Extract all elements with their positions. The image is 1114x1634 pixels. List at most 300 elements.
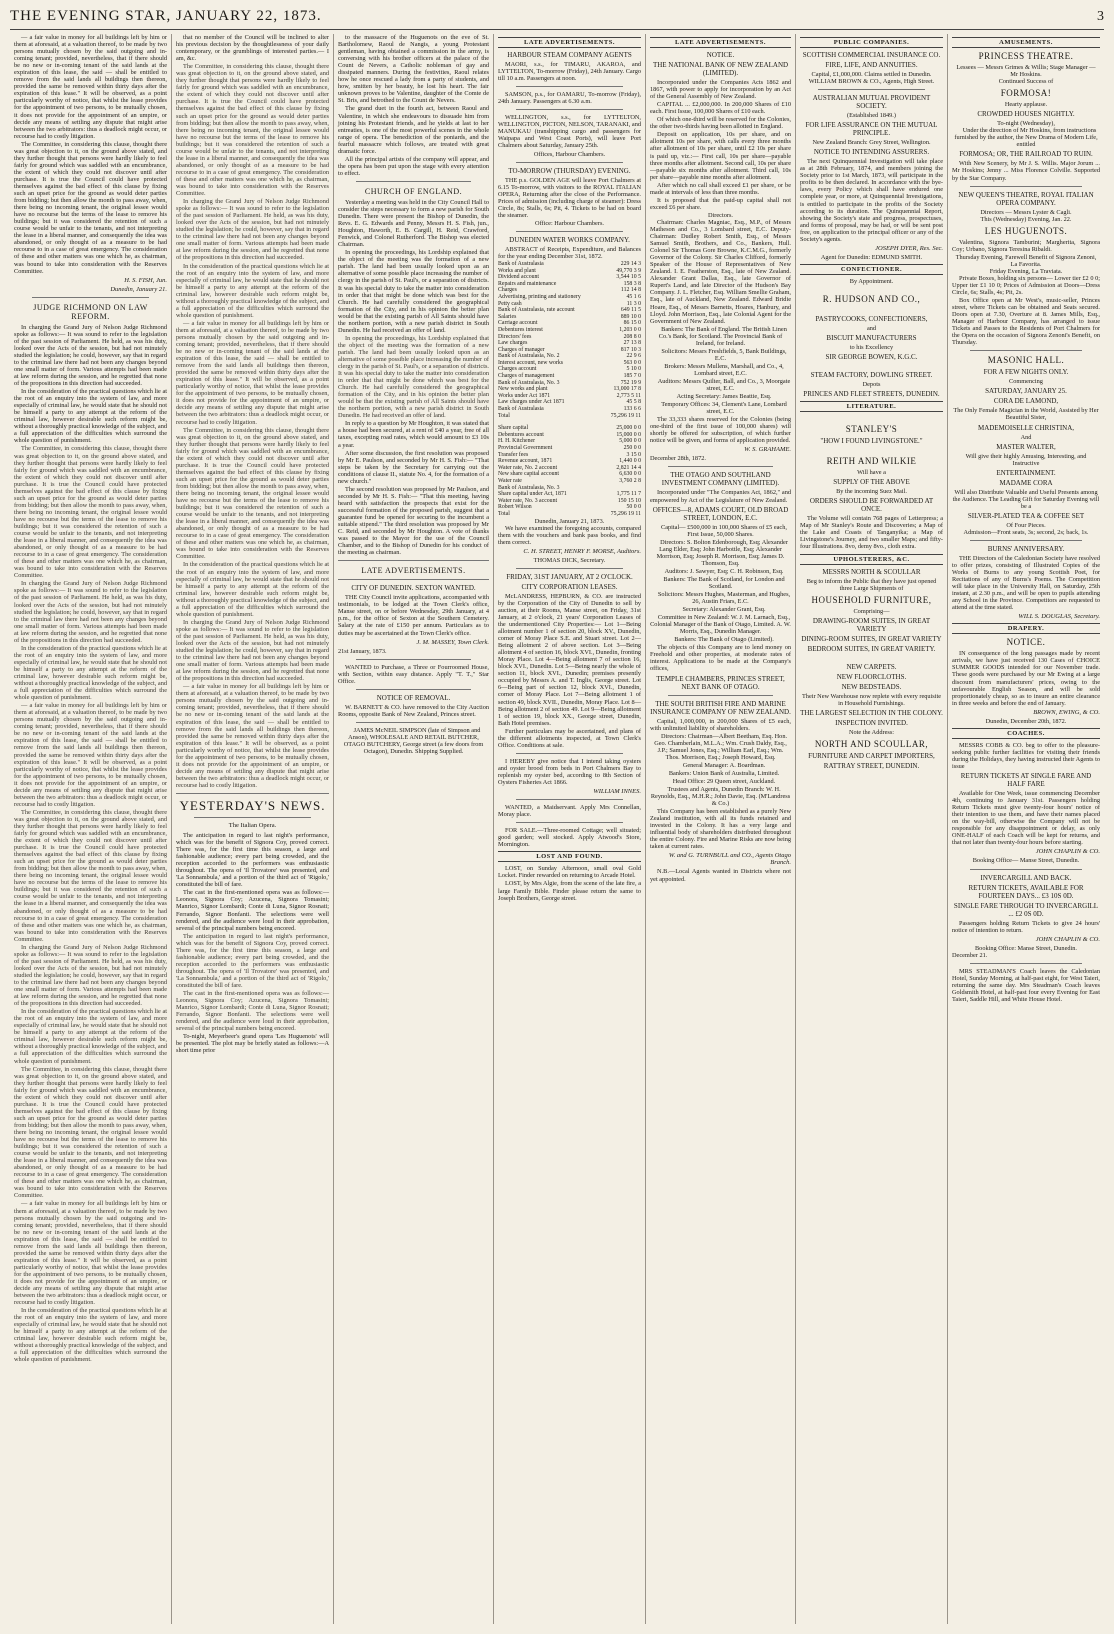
account-row xyxy=(498,373,641,380)
advert-body: LOST, on Sunday Afternoon, small oval Gold Locket. Finder rewarded on returning to Arcade Hotel. xyxy=(498,865,641,880)
account-item: Provincial Government xyxy=(498,445,553,452)
advert-signature: WILL S. DOUGLAS, Secretary. xyxy=(1018,613,1100,621)
advert-body: Further particulars may be ascertained, and plans of the different allotments inspected, at Town Clerk's Office. Conditions at sale. xyxy=(498,727,641,749)
advert-line: BEDROOM SUITES, IN GREAT VARIETY. xyxy=(807,644,936,653)
article-paragraph: that no member of the Council will be inclined to alter his previous decision by the thoughtlessness of your daily contemporary, or the grumblings of interested parties.— I am, &c. xyxy=(176,34,329,63)
accounts-table-cr xyxy=(498,425,641,517)
advert-body: Solicitors: Messrs Freshfields, 5, Bank Buildings, E.C. xyxy=(661,347,787,362)
advert-body: Bankers: The Bank of Otago (Limited). xyxy=(674,636,774,644)
advert-body: Under the direction of Mr Hoskins, from instructions furnished by the author, the New Drama of Modern Life, entitled xyxy=(954,127,1098,149)
article-paragraph: The Committee, in considering this clause, thought there was great objection to it, on the ground above stated, and they further thought that persons were hardly likely to feel fairly for ground which was saddled with an encumbrance, the extent of which they could not discover until after purchase. It is true the Council could have protected themselves against the bad effect of this clause by fixing such an upset price for the ground as would deter parties from bidding; but then allow the month to pass away, when, there being no incoming tenant, the original lessee would have no recourse but the terms of the lease to remove his buildings; but it was considered the retention of such a course would be unfair to the tenants, and not interpreting the lease in a liberal manner, and consequently the idea was abandoned, or only thought of as a measure to be had recourse to in a case of great emergency. The consideration of these and other matters was one which he, as chairman, was bound to take into consideration with the Reserves Committee. xyxy=(14,1065,167,1200)
account-item: Law charges under Act 1871 xyxy=(498,399,565,406)
advert-body: Their New Warehouse now replete with every requisite in Household Furnishings. xyxy=(801,692,942,707)
advert-line: DINING-ROOM SUITES, IN GREAT VARIETY xyxy=(801,634,942,643)
advert-title: PRINCESS THEATRE. xyxy=(978,51,1074,62)
advert-line: Depots xyxy=(862,381,881,389)
account-amount: 27 13 8 xyxy=(623,340,641,347)
advert-body: WELLINGTON, s.s., for LYTTELTON, WELLINGTON, PICTON, NELSON, TARANAKI, and MANUKAU (transhipping cargo and passengers for Waipapa and West Coast Ports), will leave Port Chalmers about Saturday, January 25th. xyxy=(498,114,641,150)
advert-body: The Only Female Magician in the World, Assisted by Her Beautiful Sister, xyxy=(953,407,1099,422)
advert-line: SUPPLY OF THE ABOVE xyxy=(833,478,910,487)
account-item: Transfer fees xyxy=(498,451,529,458)
advert-sexton xyxy=(338,584,489,654)
advert-line: To-night (Wednesday), xyxy=(997,120,1055,128)
account-row xyxy=(498,504,641,511)
columns xyxy=(10,34,1104,1624)
advert-body: THE Directors of the Caledonian Society have resolved to offer prizes, consisting of Illustrated Copies of the Works of Burns to any young Scottish Poet, for Recitations of any of Burns's Poems. The Competition will take place in the University Hall, on Saturday, 25th instant, at 2.30 p.m., and will be open to pupils attending any School in the Province. Competitors are requested to attend at the time stated. xyxy=(952,554,1100,612)
divider xyxy=(970,186,1082,187)
advert-line: SILVER-PLATED TEA & COFFEE SET xyxy=(967,511,1085,520)
advert-subtitle: CITY CORPORATION LEASES. xyxy=(521,582,618,591)
account-row xyxy=(498,327,641,334)
account-amount: 250 0 0 xyxy=(623,445,641,452)
article-paragraph: In the consideration of the practical questions which lie at the root of an enquiry into the system of law, and more especially of criminal law, he would state that he should not be himself a party to any attempt at the reform of the criminal law, however desirable such reform might be, without a thoroughly practical knowledge of the subject, and a full appreciation of the difficulties which surround the whole question of punishment. xyxy=(176,561,330,618)
advert-subtitle: FIRE, LIFE, AND ANNUITIES. xyxy=(825,61,918,70)
advert-body: Admission—Front seats, 3s; second, 2s; back, 1s. xyxy=(963,528,1089,536)
advert-signature: JOSEPH DYER, Res. Sec. xyxy=(875,244,943,252)
article-paragraph: In the consideration of the practical questions which lie at the root of an enquiry into the system of law, and more especially of criminal law, he would state that he should not be himself a party to any attempt at the reform of the criminal law, however desirable such reform might be, without a thoroughly practical knowledge of the subject, and a full appreciation of the difficulties which surround the whole question of punishment. xyxy=(14,388,168,445)
article-paragraph: In charging the Grand Jury of Nelson Judge Richmond spoke as follows:— It was sound to refer to the legislation of the past session of Parliament. He held, as was his duty, looked over the Acts of the session, but had not minutely studied the legislation; he could, however, say that in regard to the criminal law there had not been any changes beyond one small matter of form. Various attempts had been made at law reform during the session, and he regretted that none of the propositions in this direction had succeeded. xyxy=(176,618,329,683)
account-row xyxy=(498,465,641,472)
article-paragraph: In reply to a question by Mr Houghton, it was stated that a house had been secured, at a rent of £40 a year, free of all taxes, excepting road rates, which would amount to £3 10s a year. xyxy=(338,420,489,449)
column-4 xyxy=(494,34,646,1624)
advert-title: MESSRS NORTH & SCOULLAR xyxy=(822,567,921,576)
account-amount: 11 3 0 xyxy=(626,300,641,307)
advert-body: It is proposed that the paid-up capital shall not exceed £6 per share. xyxy=(650,196,791,211)
account-item: Charges of manager xyxy=(498,346,545,353)
account-amount: 3,544 10 5 xyxy=(616,274,641,281)
section-heading: DRAPERY. xyxy=(952,623,1100,634)
account-item: Works under Act 1871 xyxy=(498,392,551,399)
advert-line: and xyxy=(866,324,877,332)
advert-body: Capital, £1,000,000. Claims settled in Dunedin. xyxy=(811,71,932,79)
article-paragraph: The grand duet in the fourth act, between Raoul and Valentine, in which she endeavours to dissuade him from joining his Protestant friends, and he yields at last to her entreaties, is one of the most powerful scenes in the whole range of opera. The benediction of the poniards, and the fearful massacre which follows, are treated with great dramatic force. xyxy=(338,105,489,155)
advert-body: After which no call shall exceed £1 per share, or be made at intervals of less than three months. xyxy=(650,181,791,196)
account-amount: 208 8 0 xyxy=(623,333,641,340)
account-item: Debentures account xyxy=(498,431,544,438)
advert-body: FOR SALE.—Three-roomed Cottage; well situated; good garden; well stocked. Apply Atwood's Store, Mornington. xyxy=(498,827,641,849)
account-row xyxy=(498,413,641,420)
letter-date: Dunedin, January 21. xyxy=(110,285,167,293)
divider xyxy=(970,350,1082,351)
advert-signature: WILLIAM INNES. xyxy=(593,788,641,796)
section-heading: AMUSEMENTS. xyxy=(952,37,1100,48)
advert-line: Comprising— xyxy=(853,607,890,615)
account-amount: 229 14 3 xyxy=(620,260,641,267)
section-heading: LOST AND FOUND. xyxy=(498,851,641,862)
masthead xyxy=(10,8,1104,30)
account-row xyxy=(498,386,641,393)
article-paragraph: — a fair value in money for all buildings left by him or them at aforesaid, at a valuation thereof, to be made by two persons mutually chosen by the said outgoing and in-coming tenant; provided, nevertheless, that if there should be no new or in-coming tenant of the said lands at the expiration of this lease, the said — shall be entitled to remove from the said lands all buildings then thereon, provided the same be removed within thirty days after the expiration of this lease." It will be observed, as a point particularly worthy of notice, that whilst the lease provides for the appointment of two persons, to be mutually chosen, it does not provide for the appointment of an umpire, or decide any means of settling any dispute that might arise between the two arbitrators: thus a deadlock might occur, or recourse had to costly litigation. xyxy=(14,34,167,140)
advert-body: ABSTRACT of Receipts, Expenditure, and Balances for the year ending December 31st, 1872. xyxy=(498,245,641,260)
advert-subheading: Directors. xyxy=(707,211,733,219)
advert-signature: J. M. MASSEY, Town Clerk. xyxy=(416,638,489,646)
account-amount: 1,440 0 0 xyxy=(619,458,641,465)
section-heading: PUBLIC COMPANIES. xyxy=(800,37,943,48)
advert-line: SINGLE FARE THROUGH TO INVERCARGILL ... £2 0S 0D. xyxy=(953,901,1099,918)
account-amount: 5 10 0 xyxy=(626,366,641,373)
advert-body: Beg to inform the Public that they have just opened three Large Shipments of xyxy=(806,577,937,592)
account-amount: 2,773 5 11 xyxy=(616,392,641,399)
account-row xyxy=(498,458,641,465)
advert-line: Booking Office— Manse Street, Dunedin. xyxy=(972,857,1080,865)
article-subheading: The Italian Opera. xyxy=(228,821,277,829)
account-row xyxy=(498,353,641,360)
account-amount: 50 0 0 xyxy=(626,504,641,511)
account-row xyxy=(498,498,641,505)
article-paragraph: The cast in the first-mentioned opera was as follows:—Leonora, Signora Coy; Azucena, Signora Tomasini; Manrico, Signor Lombardi; Conte di Luna, Signor Rosnati; Ferrando, Signor Bonfanti. The selections were well rendered, and the audience were loud in their approbation, several of the principal numbers being encored. xyxy=(176,889,329,932)
account-amount: 112 14 8 xyxy=(620,287,641,294)
advert-body: The 33,333 shares reserved for the Colonies (being one-third of the first issue of 100,000 shares) will shortly be offered for subscription, of which further notice will be given, and forms of application provided. xyxy=(650,416,791,445)
divider xyxy=(338,560,489,561)
advert-body: I HEREBY give notice that I intend taking oysters and oyster brood from beds in Port Chalmers Bay to replenish my oyster bed, according to 8th Section of Oysters Fisheries Act 1866. xyxy=(498,757,641,786)
advert-body: MESSRS COBB & CO. beg to offer to the pleasure-seeking public further facilities for visiting their friends during the Holidays, they having instructed their Agents to issue xyxy=(952,741,1100,770)
account-item: Share capital under Act, 1871 xyxy=(498,491,567,498)
article-paragraph: The second resolution was proposed by Mr Paulson, and seconded by Mr H. S. Fish:— "That this meeting, having heard with satisfaction the prospects that exist for the successful formation of the proposed parish, suggest that a guarantee fund be opened for securing to the incumbent a suitable stipend." The third resolution was proposed by Mr C. Reid, and seconded by Mr Houghton. A vote of thanks was passed to the Mayor for the use of the Council Chamber, and to the Bishop of Dunedin for his conduct of the meeting as chairman. xyxy=(338,485,489,557)
advert-line: FURNITURE AND CARPET IMPORTERS, xyxy=(808,751,935,760)
column-7 xyxy=(948,34,1104,1624)
section-heading: LATE ADVERTISEMENTS. xyxy=(650,37,791,48)
advert-signature: Offices, Harbour Chambers. xyxy=(533,150,606,158)
section-heading: YESTERDAY'S NEWS. xyxy=(179,797,326,813)
account-amount: 13,000 17 8 xyxy=(613,386,641,393)
advert-play: LES HUGUENOTS. xyxy=(984,225,1068,236)
account-amount: 133 6 6 xyxy=(623,406,641,413)
advert-body: With New Scenery, by Mr J. S. Willis. Major Jorum ... Mr Hoskins; Jenny ... Miss Florence Colville. Supported by the Star Company. xyxy=(952,160,1100,182)
divider xyxy=(32,297,149,298)
article-paragraph: The anticipation in regard to last night's performance, which was for the benefit of Signora Coy, proved correct. There was, for the first time this season, a large and fashionable audience; every part being crowded, and the reception accorded to the performers was enthusiastic throughout. The opera of 'Il Trovatore' was presented, and 'La Sonnambula,' and a portion of the third act of 'Rigolo,' constituted the bill of fare. xyxy=(176,932,329,989)
advert-title: CITY OF DUNEDIN. SEXTON WANTED. xyxy=(351,584,476,593)
advert-line: DRAWING-ROOM SUITES, IN GREAT VARIETY xyxy=(812,616,931,633)
advert-body: N.B.—Local Agents wanted in Districts where not yet appointed. xyxy=(650,868,791,883)
article-heading: CHURCH OF ENGLAND. xyxy=(364,186,463,196)
advert-signature: W. and G. TURNBULL and CO., Agents Otago Branch. xyxy=(668,852,791,867)
advert-title: NOTICE. xyxy=(1006,637,1046,648)
advert-line: NEW FLOORCLOTHS. xyxy=(836,672,907,681)
divider xyxy=(194,817,311,818)
account-amount: 75,296 19 11 xyxy=(610,510,641,517)
advert-body: Available for One Week, issue commencing December 4th, continuing to January 31st. Passengers holding Return Tickets must give twenty-four hours' notice of their intention to use them, and have their names placed on the way-bill, otherwise the Company will not be responsible for any disappointment or delay, as only ONE-HALF of each Coach will be kept for returns, and that not later than twenty-four hours before starting. xyxy=(952,790,1100,847)
account-amount: 22 9 6 xyxy=(626,353,641,360)
accounts-table-dr xyxy=(498,261,641,419)
advert-body: Lessees — Messrs Grimes & Willis; Stage Manager — Mr Hoskins. xyxy=(956,64,1096,79)
advert-title: MASONIC HALL. xyxy=(987,355,1065,366)
advert-line: RETURN TICKETS, AVAILABLE FOR FOURTEEN DAYS... £3 10S 0D. xyxy=(968,883,1084,900)
article-paragraph: The Committee, in considering this clause, thought there was great objection to it, on the ground above stated, and they further thought that persons were hardly likely to feel fairly for ground which was saddled with an encumbrance, the extent of which they could not discover until after purchase. It is true the Council could have protected themselves against the bad effect of this clause by fixing such an upset price for the ground as would deter parties from bidding; but then allow the month to pass away, when, there being no incoming tenant, the original lessee would have no recourse but the terms of the lease to remove his buildings; but it was considered the retention of such a course would be unfair to the tenants, and not interpreting the lease in a liberal manner, and consequently the idea was abandoned, or only thought of as a measure to be had recourse to in a case of great emergency. The consideration of these and other matters was one which he, as chairman, was bound to take into consideration with the Reserves Committee. xyxy=(176,426,329,561)
account-item: Salaries xyxy=(498,313,517,320)
advert-date: December 21. xyxy=(952,951,988,959)
advert-address: TEMPLE CHAMBERS, PRINCES STREET, NEXT BANK OF OTAGO. xyxy=(656,674,785,691)
account-item: Charges account xyxy=(498,366,537,373)
article-paragraph: The Committee, in considering this clause, thought there was great objection to it, on the ground above stated, and they further thought that persons were hardly likely to feel fairly for ground which was saddled with an encumbrance, the extent of which they could not discover until after purchase. It is true the Council could have protected themselves against the bad effect of this clause by fixing such an upset price for the ground as would deter parties from bidding; but then allow the month to pass away, when, there being no incoming tenant, the original lessee would have no recourse but the terms of the lease to remove his buildings; but it was considered the retention of such a course would be unfair to the tenants, and not interpreting the lease in a liberal manner, and consequently the idea was abandoned, or only thought of as a measure to be had recourse to in a case of great emergency. The consideration of these and other matters was one which he, as chairman, was bound to take into consideration with the Reserves Committee. xyxy=(176,63,329,198)
account-amount: 45 1 6 xyxy=(626,293,641,300)
advert-body: Solicitors: Messrs Hughes, Masterman, and Hughes, 26, Austin Friars, E.C. xyxy=(657,591,791,606)
advert-body: Private Boxes, holding six persons— Lower tier £2 0 0; Upper tier £1 10 0; Prices of Admission at Doors—Dress Circle, 6s; Stalls, 4s; Pit, 2s. xyxy=(952,274,1100,296)
account-item: Directors' fees xyxy=(498,333,532,340)
account-item: H. H. Kitchener xyxy=(498,438,536,445)
account-item: Law charges xyxy=(498,340,528,347)
divider xyxy=(970,963,1082,964)
advert-body: MAORI, s.s., for TIMARU, AKAROA, and LYTTELTON, To-morrow (Friday), 24th January. Cargo till 10 a.m. Passengers at noon. xyxy=(498,61,641,83)
account-amount: 185 7 0 xyxy=(623,373,641,380)
account-item: Charges xyxy=(498,287,517,294)
advert-body: THE City Council invite applications, accompanied with testimonials, to be lodged at the Town Clerk's office, Manse street, on or before Wednesday, 29th January, at 4 p.m., for the office of Sexton at the Southern Cemetery. Salary at the rate of £150 per annum. Particulars as to duties may be ascertained at the Town Clerk's office. xyxy=(338,594,489,637)
advert-title: INVERCARGILL AND BACK. xyxy=(980,873,1072,882)
advert-line: Booking Office: Manse Street, Dunedin. xyxy=(974,944,1077,952)
advert-body: General Manager: A. Boardman. xyxy=(682,761,766,769)
account-row xyxy=(498,287,641,294)
article-paragraph: — a fair value in money for all buildings left by him or them at aforesaid, at a valuation thereof, to be made by two persons mutually chosen by the said outgoing and in-coming tenant; provided, nevertheless, that if there should be no new or in-coming tenant of the said lands at the expiration of this lease, the said — shall be entitled to remove from the said lands all buildings then thereon, provided the same be removed within thirty days after the expiration of this lease." It will be observed, as a point particularly worthy of notice, that whilst the lease provides for the appointment of two persons, to be mutually chosen, it does not provide for the appointment of an umpire, or decide any means of settling any dispute that might arise between the two arbitrators: thus a deadlock might occur, or recourse had to costly litigation. xyxy=(176,319,329,426)
advert-body: Bankers: The Bank of England. The British Linen Co.'s Bank, for Scotland. The Provincial Bank of Ireland, for Ireland. xyxy=(658,325,787,347)
advert-title: BURNS' ANNIVERSARY. xyxy=(987,544,1065,553)
advert-body: W. BARNETT & CO. have removed to the City Auction Rooms, opposite Bank of New Zealand, Princes street. xyxy=(338,703,489,718)
article-paragraph: After some discussion, the first resolution was proposed by Mr E. Paulson, and seconded by Mr H. S. Fish:— "That steps be taken by the Secretary for carrying out the conditions of clause II., statute No. 4, for the formation of a new church." xyxy=(338,449,489,485)
account-row xyxy=(498,360,641,367)
advert-body: Secretary: Alexander Grant, Esq. xyxy=(682,606,766,614)
advert-line: Note the Address: xyxy=(848,728,895,736)
divider xyxy=(356,689,471,690)
section-heading: LITERATURE. xyxy=(800,401,943,412)
account-item: Carriage account xyxy=(498,320,538,327)
advert-line: SATURDAY, JANUARY 25. xyxy=(985,387,1067,396)
account-item: New works and plant xyxy=(498,386,548,393)
advert-body: MRS STEADMAN'S Coach leaves the Caledonian Hotel, Sunday Morning, at half-past eight, for West Taieri, returning the same day. Mrs Steadman's Coach leaves Goldsmith Hotel, at half-past four every Evening for East Taieri, Saddle Hill, and White House Hotel. xyxy=(952,967,1100,1003)
advert-line: THE LARGEST SELECTION IN THE COLONY. xyxy=(800,708,943,717)
column-2 xyxy=(172,34,334,1624)
advert-line: And xyxy=(1020,433,1032,441)
advert-subtitle: HOUSEHOLD FURNITURE, xyxy=(811,594,932,605)
divider xyxy=(356,659,471,660)
account-amount: 649 11 5 xyxy=(620,307,641,314)
account-amount: 5,000 0 0 xyxy=(619,438,641,445)
divider xyxy=(668,466,773,467)
divider xyxy=(516,753,623,754)
divider xyxy=(516,86,623,87)
advert-body: WANTED to Purchase, a Three or Fourroomed House, with Section, within easy distance. Apply "T. T.," Star Office. xyxy=(338,663,489,685)
advert-line: Continued Success of xyxy=(998,78,1054,86)
divider xyxy=(516,231,623,232)
account-item: Total xyxy=(498,510,510,517)
article-paragraph: In opening the proceedings, his Lordship explained that the object of the meeting was the formation of a new parish. The land had been usually looked upon as an alternative of some possible place increasing the number of clergy in the parish of St. Paul's, or a separation of districts. It was his special duty to take the matter into consideration in order that that might be done which was best for the Church. He had carefully considered the geographical formation of the City, and in his opinion the better plan would be that the existing parish of All Saints should have the northern portion, with a new parish district in South Dunedin. He had received an offer of land. xyxy=(338,334,489,420)
advert-line: ORDERS SHOULD BE FORWARDED AT ONCE. xyxy=(809,497,934,514)
column-3 xyxy=(334,34,494,1624)
account-row xyxy=(498,438,641,445)
advert-line: to his Excellency xyxy=(849,344,894,352)
account-item: Charges of management xyxy=(498,373,555,380)
advert-body: Will give their highly Amusing, Interesting, and Instructive xyxy=(965,452,1087,467)
advert-date: Dunedin, January 21, 1873. xyxy=(534,517,605,525)
account-amount: 25,000 0 0 xyxy=(616,425,641,432)
article-paragraph: In charging the Grand Jury of Nelson Judge Richmond spoke as follows:— It was sound to refer to the legislation of the past session of Parliament. He held, as was his duty, looked over the Acts of the session, but had not minutely studied the legislation; he could, however, say that in regard to the criminal law there had not been any changes beyond one small matter of form. Various attempts had been made at law reform during the session, and he regretted that none of the propositions in this direction had succeeded. xyxy=(14,943,167,1008)
advert-body: This (Wednesday) Evening, Jan. 22. xyxy=(980,215,1072,223)
advert-body: Friday Evening, La Traviata. xyxy=(989,267,1063,275)
advert-subtitle: NOTICE TO INTENDING ASSURERS. xyxy=(813,148,930,157)
advert-date: Dunedin, December 20th, 1872. xyxy=(985,717,1067,725)
account-amount: 6,630 0 0 xyxy=(619,471,641,478)
account-item: Share capital xyxy=(498,425,529,432)
account-row xyxy=(498,478,641,485)
letter-signature: H. S. FISH, Jun. xyxy=(124,276,167,284)
advert-body: McLANDRESS, HEPBURN, & CO. are instructed by the Corporation of the City of Dunedin to sell by auction, at their Rooms, Manse street, on Friday, 31st January, at 2 o'clock, 21 years' Corporation Leases of the undermentioned City Properties:— Lot 1—Being allotment number 1 of section 20, block XV., Dunedin, corner of Moray Place S.E. and Stuart street. Lot 2—Being allotment 2 of above section. Lot 3—Being allotment 4 of section 16, block XVI., Dunedin, fronting Moray Place. Lot 4—Being allotment 7 of section 16, block XVI., Dunedin. Lot 5—Being nearly the whole of section 11, block XVI., Dunedin; premises presently occupied by Messrs A. and T. Inglis, George street. Lot 6—Being part of section 12, block XVI., Dunedin, corner of Moray Place. Lot 7—Being allotment 1 of section 49, block XVII., Dunedin, Moray Place. Lot 8—Being allotment 2 of section 49. Lot 9—Being allotment 1 of section 19, block XX., George street, Dunedin, Bath Hotel premises. xyxy=(498,592,641,727)
advert-subtitle: THE NATIONAL BANK OF NEW ZEALAND (LIMITED). xyxy=(652,61,789,78)
advert-body: Bankers: The Bank of Scotland, for London and Scotland. xyxy=(663,575,785,590)
account-row xyxy=(498,307,641,314)
account-row xyxy=(498,281,641,288)
advert-title: NOTICE. xyxy=(706,51,735,60)
account-row xyxy=(498,511,641,518)
article-paragraph: The cast in the first-mentioned opera was as follows:—Leonora, Signora Coy; Azucena, Signora Tomasini; Manrico, Signor Lombardi; Conte di Luna, Signor Rosnati; Ferrando, Signor Bonfanti. The selections were well rendered, and the audience were loud in their approbation, several of the principal numbers being encored. xyxy=(176,990,329,1033)
advert-line: Hearty applause. xyxy=(1004,101,1048,109)
advert-body: Chairman: Charles Magniac, Esq., M.P., of Messrs Matheson and Co., 3 Lombard street, E.C. Deputy-Chairman: Dudley Robert Smith, Esq., of Messrs Samuel Smith, Brothers, and Co., Bankers, Hull. Colonel Sir Thomas Gore Browne, K.C.M.G., formerly Governor of the Colony. Sir Charles Clifford, formerly Speaker of the House of Representatives of New Zealand. I. E. Featherston, Esq., late of New Zealand. Alexander Grant Dallas, Esq., late Governor of Rupert's Land, and late Director of the Hudson's Bay Company. J. L. Fletcher, Esq. William Smellie Graham, Esq., late of Auckland, New Zealand. Edward Bridie Hoare, Esq., of Messrs Barnetts, Hoares, Hanbury, and Lloyd. John Morrison, Esq., late Colonial Agent for the Government of New Zealand. xyxy=(650,218,791,325)
article-paragraph: The Committee, in considering this clause, thought there was great objection to it, on the ground above stated, and they further thought that persons were hardly likely to feel fairly for ground which was saddled with an encumbrance, the extent of which they could not discover until after purchase. It is true the Council could have protected themselves against the bad effect of this clause by fixing such an upset price for the ground as would deter parties from bidding; but then allow the month to pass away, when, there being no incoming tenant, the original lessee would have no recourse but the terms of the lease to remove his buildings; but it was considered the retention of such a course would be unfair to the tenants, and not interpreting the lease in a liberal manner, and consequently the idea was abandoned, or only thought of as a measure to be had recourse to in a case of great emergency. The consideration of these and other matters was one which he, as chairman, was bound to take into consideration with the Reserves Committee. xyxy=(14,808,167,943)
article-paragraph: — a fair value in money for all buildings left by him or them at aforesaid, at a valuation thereof, to be made by two persons mutually chosen by the said outgoing and in-coming tenant; provided, nevertheless, that if there should be no new or in-coming tenant of the said lands at the expiration of this lease, the said — shall be entitled to remove from the said lands all buildings then thereon, provided the same be removed within thirty days after the expiration of this lease." It will be observed, as a point particularly worthy of notice, that whilst the lease provides for the appointment of two persons, to be mutually chosen, it does not provide for the appointment of an umpire, or decide any means of settling any dispute that might arise between the two arbitrators: thus a deadlock might occur, or recourse had to costly litigation. xyxy=(14,702,167,808)
advert-body: The Volume will contain 768 pages of Letterpress; a Map of Mr Stanley's Route and Discoveries; a Map of the Lake and Coasts of Tanganyika; a Map of Livingstone's Journey, and two smaller Maps; and fifty-four Illustrations. 8vo, demy 8vo., cloth extra. xyxy=(800,515,943,551)
advert-body: By Appointment. xyxy=(849,277,894,285)
divider xyxy=(970,540,1082,541)
advert-line: Will have a xyxy=(857,469,886,477)
advert-agent: Agent for Dunedin: EDMUND SMITH. xyxy=(820,253,923,261)
advert-line: CROWDED HOUSES NIGHTLY. xyxy=(977,110,1075,119)
advert-line: NEW BEDSTEADS. xyxy=(841,682,902,691)
account-row xyxy=(498,445,641,452)
account-amount: 889 10 0 xyxy=(620,313,641,320)
account-item: Bank of Australasia xyxy=(498,260,544,267)
account-row xyxy=(498,471,641,478)
account-row xyxy=(498,314,641,321)
account-amount: 2,821 14 4 xyxy=(616,464,641,471)
advert-play: FORMOSA; OR, THE RAILROAD TO RUIN. xyxy=(959,150,1093,159)
account-amount: 45 5 8 xyxy=(626,399,641,406)
advert-line: MADEMOISELLE CHRISTINA, xyxy=(977,423,1075,432)
advert-body: Committee in New Zealand: W. J. M. Larnach, Esq., Colonial Manager of the Bank of Otago, Limited. A. W. Morris, Esq., Dunedin Manager. xyxy=(650,614,791,636)
account-item: Robert Wilson xyxy=(498,504,532,511)
account-amount: 3,760 2 8 xyxy=(619,477,641,484)
account-row xyxy=(498,274,641,281)
account-row xyxy=(498,432,641,439)
advert-body: Valentina, Signora Tamburini; Margherita, Signora Coy; Urbano, Signora Teresina Ribaldi. xyxy=(952,238,1100,253)
account-row xyxy=(498,425,641,432)
article-paragraph: to the massacre of the Huguenots on the eve of St. Bartholomew, Raoul de Nangis, a young Protestant gentleman, having obtained a commission in the army, is conversing with his brother officers at the palace of the Count de Nevers, a Catholic nobleman of gay and dissipated manners. During the festivities, Raoul relates how he once rescued a lady from a party of students, and how, smitten by her beauty, he lost his heart. The fair unknown proves to be Valentine, daughter of the Comte de St. Bris, and betrothed to the Count de Nevers. xyxy=(338,34,489,105)
account-amount xyxy=(597,485,641,492)
account-item: Works and plant xyxy=(498,267,536,274)
advert-line: MASTER WALTER, xyxy=(996,442,1056,451)
account-row xyxy=(498,485,641,492)
advert-signature: JOHN CHAPLIN & CO. xyxy=(1035,848,1100,856)
advert-body: Head Office: 29 Queen street, Auckland. xyxy=(672,777,776,785)
article-paragraph: In charging the Grand Jury of Nelson Judge Richmond spoke as follows:— It was sound to refer to the legislation of the past session of Parliament. He held, as was his duty, looked over the Acts of the session, but had not minutely studied the legislation; he could, however, say that in regard to the criminal law there had not been any changes beyond one small matter of form. Various attempts had been made at law reform during the session, and he regretted that none of the propositions in this direction had succeeded. xyxy=(176,198,329,262)
advert-body: Bankers: Union Bank of Australia, Limited. xyxy=(668,769,780,777)
account-amount: 75,296 19 11 xyxy=(610,412,641,419)
advert-body: Capital— £500,000 in 100,000 Shares of £5 each, First Issue, 50,000 Shares. xyxy=(661,523,787,538)
advert-body: Temporary Offices: 34, Clement's Lane, Lombard street, E.C. xyxy=(661,401,787,416)
advert-line: Of Four Pieces. xyxy=(1006,521,1046,529)
account-item: Advertising, printing and stationery xyxy=(498,293,581,300)
advert-line: FOR A FEW NIGHTS ONLY. xyxy=(983,368,1069,377)
column-1 xyxy=(10,34,172,1624)
advert-line: INSPECTION INVITED. xyxy=(835,718,908,727)
advert-title: NOTICE OF REMOVAL. xyxy=(376,693,451,702)
advert-line: ENTERTAINMENT. xyxy=(996,468,1056,477)
account-row xyxy=(498,334,641,341)
account-row xyxy=(498,320,641,327)
advert-subtitle: OFFICES—8, ADAMS COURT, OLD BROAD STREET, LONDON, E.C. xyxy=(652,505,789,522)
divider xyxy=(970,869,1082,870)
advert-line: SIR GEORGE BOWEN, K.G.C. xyxy=(825,353,918,362)
advert-line: CORA DE LAMOND, xyxy=(993,397,1059,406)
account-row xyxy=(498,491,641,498)
advert-title: FRIDAY, 31ST JANUARY, AT 2 O'CLOCK. xyxy=(506,572,633,581)
advert-body: Capital, 1,000,000, in 200,000 Shares of £5 each, with unlimited liability of shareholders. xyxy=(650,717,791,732)
account-item: Bank of Australasia, rate account xyxy=(498,307,575,314)
advert-line: RETURN TICKETS AT SINGLE FARE AND HALF FARE xyxy=(960,772,1092,789)
advert-body: The next Quinquennial Investigation will take place as at 28th February, 1874, and members joining the Society prior to 1st March, 1873, will participate in the profits to be then declared. In accordance with the bye-laws, every Policy which shall have endured one complete year, or more, at Quinquennial Investigations, is entitled to participate in the profits of the Society according to its duration. The Quinquennial Report, showing the Society's state and progress, prospectuses, and forms of proposal, may be had, or will be sent post free, on application to the principal officer or any of the Society's agents. xyxy=(800,158,943,243)
column-5 xyxy=(646,34,796,1624)
account-row xyxy=(498,268,641,275)
advert-signature: BROWN, EWING, & CO. xyxy=(1033,708,1100,716)
advert-title: STANLEY'S xyxy=(845,424,898,435)
account-item: Petty cash xyxy=(498,300,522,307)
masthead-title: THE EVENING STAR, JANUARY 22, 1873. xyxy=(10,8,322,24)
advert-body: THE p.s. GOLDEN AGE will leave Port Chalmers at 6.15 To-morrow, with visitors to the ROYAL ITALIAN OPERA, Returning after the close of the Performance. Prices of admission (including charge of steamer): Dress Circle, 8s; Stalls, 6s; Pit, 4. Tickets to be had on board the steamer. xyxy=(498,176,641,219)
advert-subtitle: "HOW I FOUND LIVINGSTONE." xyxy=(820,437,923,446)
advert-body: Will also Distribute Valuable and Useful Presents among the Audience. The Leading Gift for Saturday Evening will be a xyxy=(952,488,1100,510)
advert-signature: THOMAS DICK, Secretary. xyxy=(533,556,606,564)
account-item: Water rate xyxy=(498,477,522,484)
article-paragraph: The Committee, in considering this clause, thought there was great objection to it, on the ground above stated, and they further thought that persons were hardly likely to feel fairly for ground which was saddled with an encumbrance, the extent of which they could not discover until after purchase. It is true the Council could have protected themselves against the bad effect of this clause by fixing such an upset price for the ground as would deter parties from bidding; but then allow the month to pass away, when, there being no incoming tenant, the original lessee would have no recourse but the terms of the lease to remove his buildings; but it was considered the retention of such a course would be unfair to the tenants, and not interpreting the lease in a liberal manner, and consequently the idea was abandoned, or only thought of as a measure to be had recourse to in a case of great emergency. The consideration of these and other matters was one which he, as chairman, was bound to take into consideration with the Reserves Committee. xyxy=(14,445,167,580)
advert-line: PASTRYCOOKS, CONFECTIONERS, xyxy=(815,314,928,323)
advert-body: Passengers holding Return Tickets to give 24 hours' notice of intention to return. xyxy=(952,919,1100,934)
account-item: Repairs and maintenance xyxy=(498,280,557,287)
advert-line: STEAM FACTORY, DOWLING STREET. xyxy=(810,371,933,380)
divider xyxy=(516,568,623,569)
account-amount: 1,203 0 0 xyxy=(619,326,641,333)
article-paragraph: In opening the proceedings, his Lordship explained that the object of the meeting was the formation of a new parish. The land had been usually looked upon as an alternative of some possible place increasing the number of clergy in the parish of St. Paul's, or a separation of districts. It was his special duty to take the matter into consideration in order that that might be done which was best for the Church. He had carefully considered the geographical formation of the City, and in his opinion the better plan would be that the existing parish of All Saints should have the northern portion, with a new parish district in South Dunedin. He had received an offer of land. xyxy=(338,249,489,334)
account-amount: 817 10 3 xyxy=(620,346,641,353)
divider xyxy=(356,181,471,182)
advert-title: HARBOUR STEAM COMPANY AGENTS xyxy=(507,51,632,60)
account-row xyxy=(498,380,641,387)
account-item: Revenue account, 1871 xyxy=(498,458,553,465)
account-item: Bank of Australasia, No. 2 xyxy=(498,353,560,360)
account-item: Debentures interest xyxy=(498,326,543,333)
advert-line: Commencing xyxy=(1009,378,1043,386)
advert-title: THE SOUTH BRITISH FIRE AND MARINE INSURANCE COMPANY OF NEW ZEALAND. xyxy=(650,699,791,716)
column-6 xyxy=(796,34,948,1624)
account-row xyxy=(498,406,641,413)
account-row xyxy=(498,452,641,459)
advert-body: Brokers: Messrs Mullens, Marshall, and Co., 4, Lombard street, E.C. xyxy=(664,362,784,377)
advert-body: Of which one-third will be reserved for the Colonies, the other two-thirds having been allotted in England. xyxy=(650,116,791,131)
advert-body: Directors: Chairman—Albert Beetham, Esq. Hon. Geo. Chamberlain, M.L.A.; Wm. Crush Daldy, Esq., J.P.; Samuel Jones, Esq.; William Earl, Esq.; Wm. Thos. Morrison, Esq.; Joseph Howard, Esq. xyxy=(654,732,788,761)
article-paragraph: In the consideration of the practical questions which lie at the root of an enquiry into the system of law, and more especially of criminal law, he would state that he should not be himself a party to any attempt at the reform of the criminal law, however desirable such reform might be, without a thoroughly practical knowledge of the subject, and a full appreciation of the difficulties which surround the whole question of punishment. xyxy=(14,1008,168,1065)
article-paragraph: The Committee, in considering this clause, thought there was great objection to it, on the ground above stated, and they further thought that persons were hardly likely to feel fairly for ground which was saddled with an encumbrance, the extent of which they could not discover until after purchase. It is true the Council could have protected themselves against the bad effect of this clause by fixing such an upset price for the ground as would deter parties from bidding; but then allow the month to pass away, when, there being no incoming tenant, the original lessee would have no recourse but the terms of the lease to remove his buildings; but it was considered the retention of such a course would be unfair to the tenants, and not interpreting the lease in a liberal manner, and consequently the idea was abandoned, or only thought of as a measure to be had recourse to in a case of great emergency. The consideration of these and other matters was one which he, as chairman, was bound to take into consideration with the Reserves Committee. xyxy=(14,140,167,275)
advert-body: Directors: S. Bolton Edenborough, Esq; Alexander Lang Elder, Esq; John Harbottle, Esq; Alexander Morrison, Esq; Joseph R. Morrison, Esq; James D. Thomson, Esq. xyxy=(656,538,788,567)
section-heading: LATE ADVERTISEMENTS. xyxy=(498,37,641,48)
advert-body: We have examined the foregoing accounts, compared them with the vouchers and bank pass books, and find them correct. xyxy=(498,524,641,546)
advert-signature: JOHN CHAPLIN & CO. xyxy=(1035,935,1100,943)
divider xyxy=(516,822,623,823)
advert-body: Box Office open at Mr West's, music-seller, Princes street, where Tickets can be obtained and Seats secured. Doors open at 7.30, Overture at 8. James Mills, Esq., Manager of Harbour Company, has arranged to issue Tickets and Passes to the Residents of Port Chalmers for the Opera on the occasion of Signora Zenoni's Benefit, on Thursday. xyxy=(952,297,1100,347)
divider xyxy=(516,162,623,163)
advert-title: R. HUDSON AND CO., xyxy=(822,293,921,304)
advert-body: SAMSON, p.s., for OAMARU, To-morrow (Friday), 24th January. Passengers at 6.30 a.m. xyxy=(498,91,641,106)
advert-signature: WILLIAM BROWN & CO., Agents, High Street. xyxy=(808,78,935,86)
advert-body: Thursday Evening, Farewell Benefit of Signora Zenoni, La Favorita. xyxy=(955,253,1097,268)
account-item: Interest account, new works xyxy=(498,359,564,366)
advert-title: NEW QUEEN'S THEATRE, ROYAL ITALIAN OPERA COMPANY. xyxy=(958,190,1094,207)
advert-body: New Zealand Branch: Grey Street, Wellington. xyxy=(812,139,931,147)
advert-line: RATTRAY STREET, DUNEDIN. xyxy=(823,761,920,770)
account-amount: 1,775 11 7 xyxy=(616,491,641,498)
